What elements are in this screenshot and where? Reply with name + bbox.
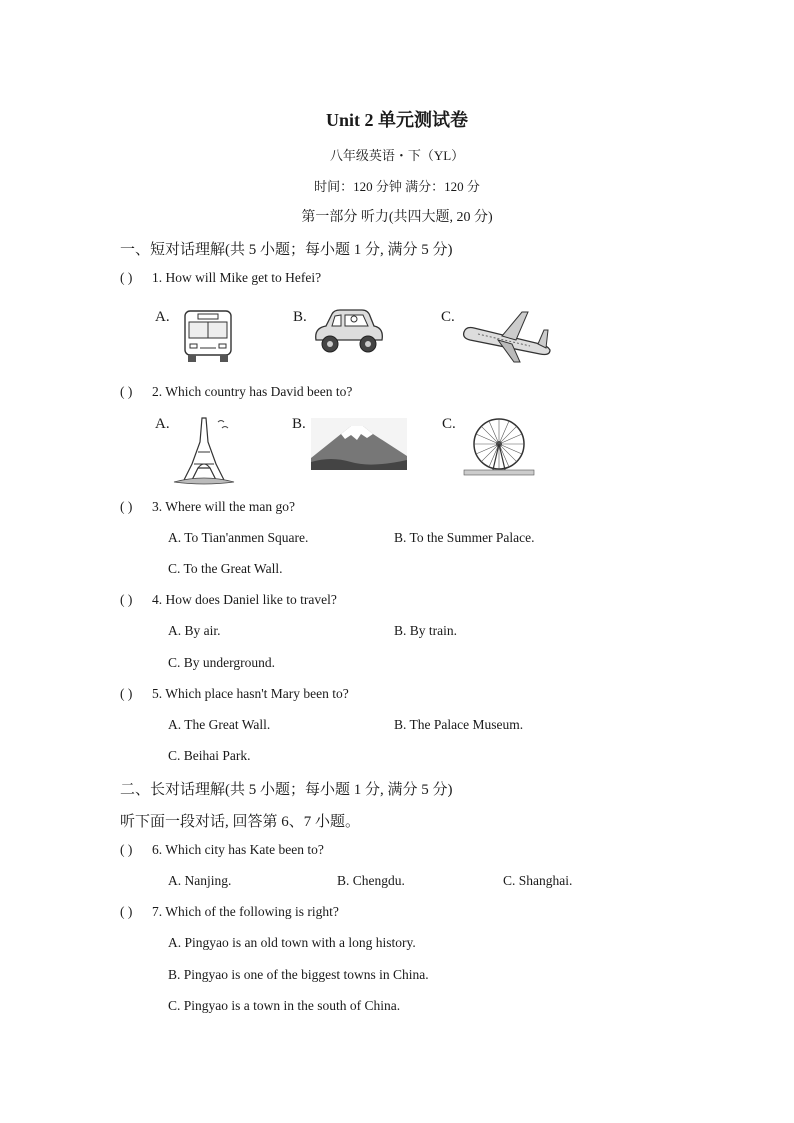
- ferris-wheel-picture: [462, 416, 536, 478]
- option-letter: A.: [155, 416, 170, 432]
- option-b: B. By train.: [394, 623, 457, 638]
- answer-blank[interactable]: ( ): [120, 842, 133, 857]
- page-title: Unit 2 单元测试卷: [325, 110, 468, 130]
- answer-blank[interactable]: ( ): [120, 499, 133, 514]
- eiffel-tower-picture: [172, 414, 236, 486]
- question-text: 7. Which of the following is right?: [152, 904, 339, 919]
- question-text: 5. Which place hasn't Mary been to?: [152, 686, 349, 701]
- answer-blank[interactable]: ( ): [120, 270, 133, 285]
- car-picture: [310, 306, 386, 356]
- page-subtitle: 八年级英语・下（YL）: [329, 148, 465, 163]
- question-4: [120, 592, 337, 608]
- option-letter: B.: [292, 416, 306, 432]
- option-c: C. To the Great Wall.: [168, 561, 283, 576]
- option-letter: A.: [155, 309, 170, 325]
- question-6: [120, 842, 324, 858]
- option-c: C. By underground.: [168, 655, 275, 670]
- answer-blank[interactable]: ( ): [120, 384, 133, 399]
- bus-picture: [182, 308, 234, 364]
- option-letter: B.: [293, 309, 307, 325]
- time-info: 时间：120 分钟 满分：120 分: [314, 179, 480, 194]
- question-text: 4. How does Daniel like to travel?: [152, 592, 337, 607]
- option-c: C. Shanghai.: [503, 873, 573, 888]
- mount-fuji-picture: [311, 418, 407, 470]
- option-letter: C.: [442, 416, 456, 432]
- option-letter: C.: [441, 309, 455, 325]
- question-text: 1. How will Mike get to Hefei?: [152, 270, 322, 285]
- option-b: B. To the Summer Palace.: [394, 530, 535, 545]
- option-a: A. To Tian'anmen Square.: [168, 530, 309, 545]
- question-text: 3. Where will the man go?: [152, 499, 295, 514]
- question-2: [120, 384, 352, 400]
- question-text: 2. Which country has David been to?: [152, 384, 353, 399]
- section-two-instruction: 听下面一段对话, 回答第 6、7 小题。: [120, 814, 361, 830]
- option-b: B. The Palace Museum.: [394, 717, 524, 732]
- airplane-picture: [460, 308, 554, 366]
- answer-blank[interactable]: ( ): [120, 592, 133, 607]
- question-1: [120, 270, 321, 286]
- question-5: [120, 686, 349, 702]
- option-a: A. Nanjing.: [168, 873, 232, 888]
- option-a: A. By air.: [168, 623, 221, 638]
- option-a: A. Pingyao is an old town with a long history.: [168, 935, 416, 950]
- option-c: C. Beihai Park.: [168, 748, 251, 763]
- question-3: [120, 499, 295, 515]
- option-b: B. Pingyao is one of the biggest towns in China.: [168, 967, 429, 982]
- question-text: 6. Which city has Kate been to?: [152, 842, 324, 857]
- option-b: B. Chengdu.: [337, 873, 405, 888]
- option-a: A. The Great Wall.: [168, 717, 271, 732]
- question-7: [120, 904, 339, 920]
- option-c: C. Pingyao is a town in the south of China.: [168, 998, 401, 1013]
- section-one-heading: 一、短对话理解(共 5 小题；每小题 1 分, 满分 5 分): [120, 242, 453, 258]
- part-one-heading: 第一部分 听力(共四大题, 20 分): [301, 210, 493, 225]
- section-two-heading: 二、长对话理解(共 5 小题；每小题 1 分, 满分 5 分): [120, 782, 453, 798]
- answer-blank[interactable]: ( ): [120, 904, 133, 919]
- answer-blank[interactable]: ( ): [120, 686, 133, 701]
